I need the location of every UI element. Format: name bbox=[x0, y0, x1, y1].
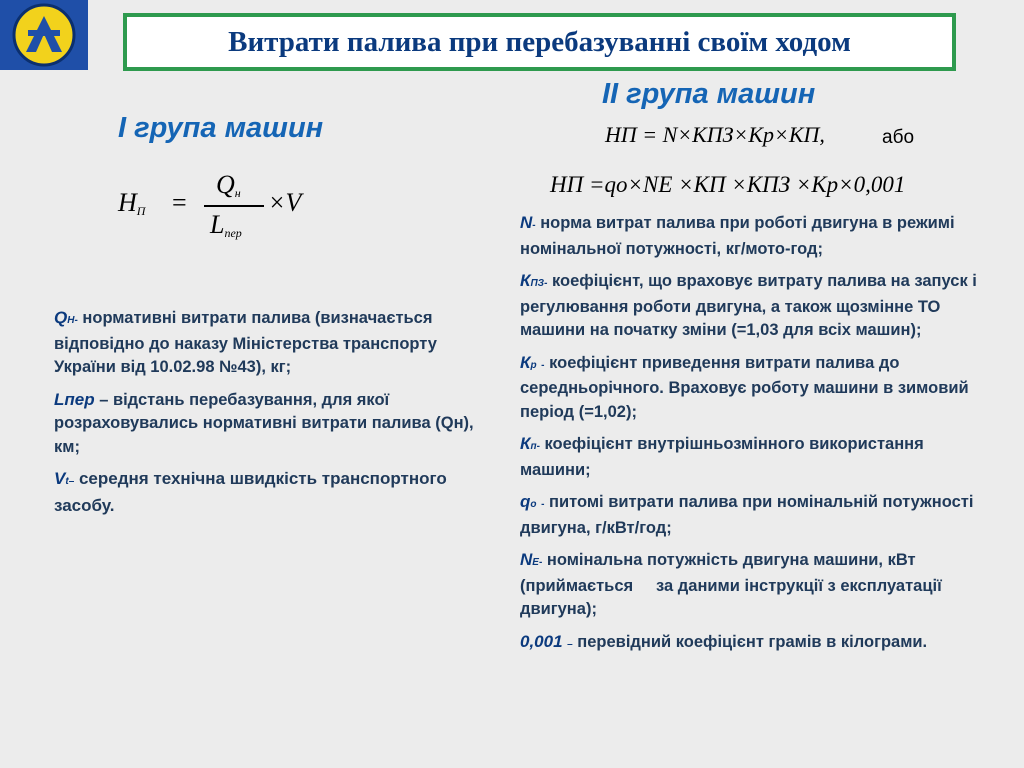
group1-formula bbox=[118, 168, 338, 248]
def-kr: Кр - коефіцієнт приведення витрати палива до середньорічного. Враховує роботу машини в зимовий період (=1,02); bbox=[520, 352, 969, 421]
page-title: Витрати палива при перебазуванні своїм ходом bbox=[228, 25, 851, 58]
logo-emblem-icon bbox=[0, 0, 88, 70]
def-kp: Кп- коефіцієнт внутрішньозмінного використання машини; bbox=[520, 434, 924, 479]
def-qn: QН- нормативні витрати палива (визначається відповідно до наказу Міністерства транспорту України від 10.02.98 №43), кг; bbox=[54, 308, 437, 376]
formula1-lhs: $Н_П$ bbox=[118, 188, 146, 218]
group1-definitions bbox=[54, 306, 474, 517]
title-box bbox=[123, 13, 956, 71]
def-qo: qо - питомі витрати палива при номінальній потужності двигуна, г/кВт/год; bbox=[520, 492, 974, 537]
group1-heading: І група машин bbox=[118, 112, 324, 144]
def-n: N- норма витрат палива при роботі двигуна в режимі номінальної потужності, кг/мото-год; bbox=[520, 213, 955, 258]
group2-formula2: НП =qо×NЕ ×КП ×КПЗ ×Кр×0,001 bbox=[550, 172, 906, 197]
logo bbox=[0, 0, 88, 70]
formula1-numerator: $Q_н$ bbox=[216, 170, 241, 200]
group2-heading: ІІ група машин bbox=[602, 78, 816, 110]
def-kpz: КПЗ- коефіцієнт, що враховує витрату палива на запуск і регулювання роботи двигуна, а також щозмінне ТО машини на початку зміни (=1,03 для всіх машин); bbox=[520, 271, 977, 339]
fraction-bar bbox=[204, 205, 264, 207]
formula1-tail: ×V bbox=[268, 188, 302, 217]
group2-formula1: НП = N×КПЗ×Кр×КП, bbox=[605, 122, 825, 147]
def-coef: 0,001 – перевідний коефіцієнт грамів в кілограми. bbox=[520, 631, 928, 651]
def-lper: Lпер – відстань перебазування, для якої розраховувались нормативні витрати палива (Qн), км; bbox=[54, 389, 474, 456]
formula1-denominator: $L_{пер}$ bbox=[210, 210, 242, 240]
formula1-equals: = bbox=[172, 188, 187, 217]
abo-label: або bbox=[882, 127, 915, 148]
def-ne: NЕ- номінальна потужність двигуна машини, кВт (приймається за даними інструкції з експлуатації двигуна); bbox=[520, 550, 947, 618]
group2-definitions bbox=[520, 211, 995, 656]
def-vt: Vt– середня технічна швидкість транспортного засобу. bbox=[54, 469, 447, 515]
